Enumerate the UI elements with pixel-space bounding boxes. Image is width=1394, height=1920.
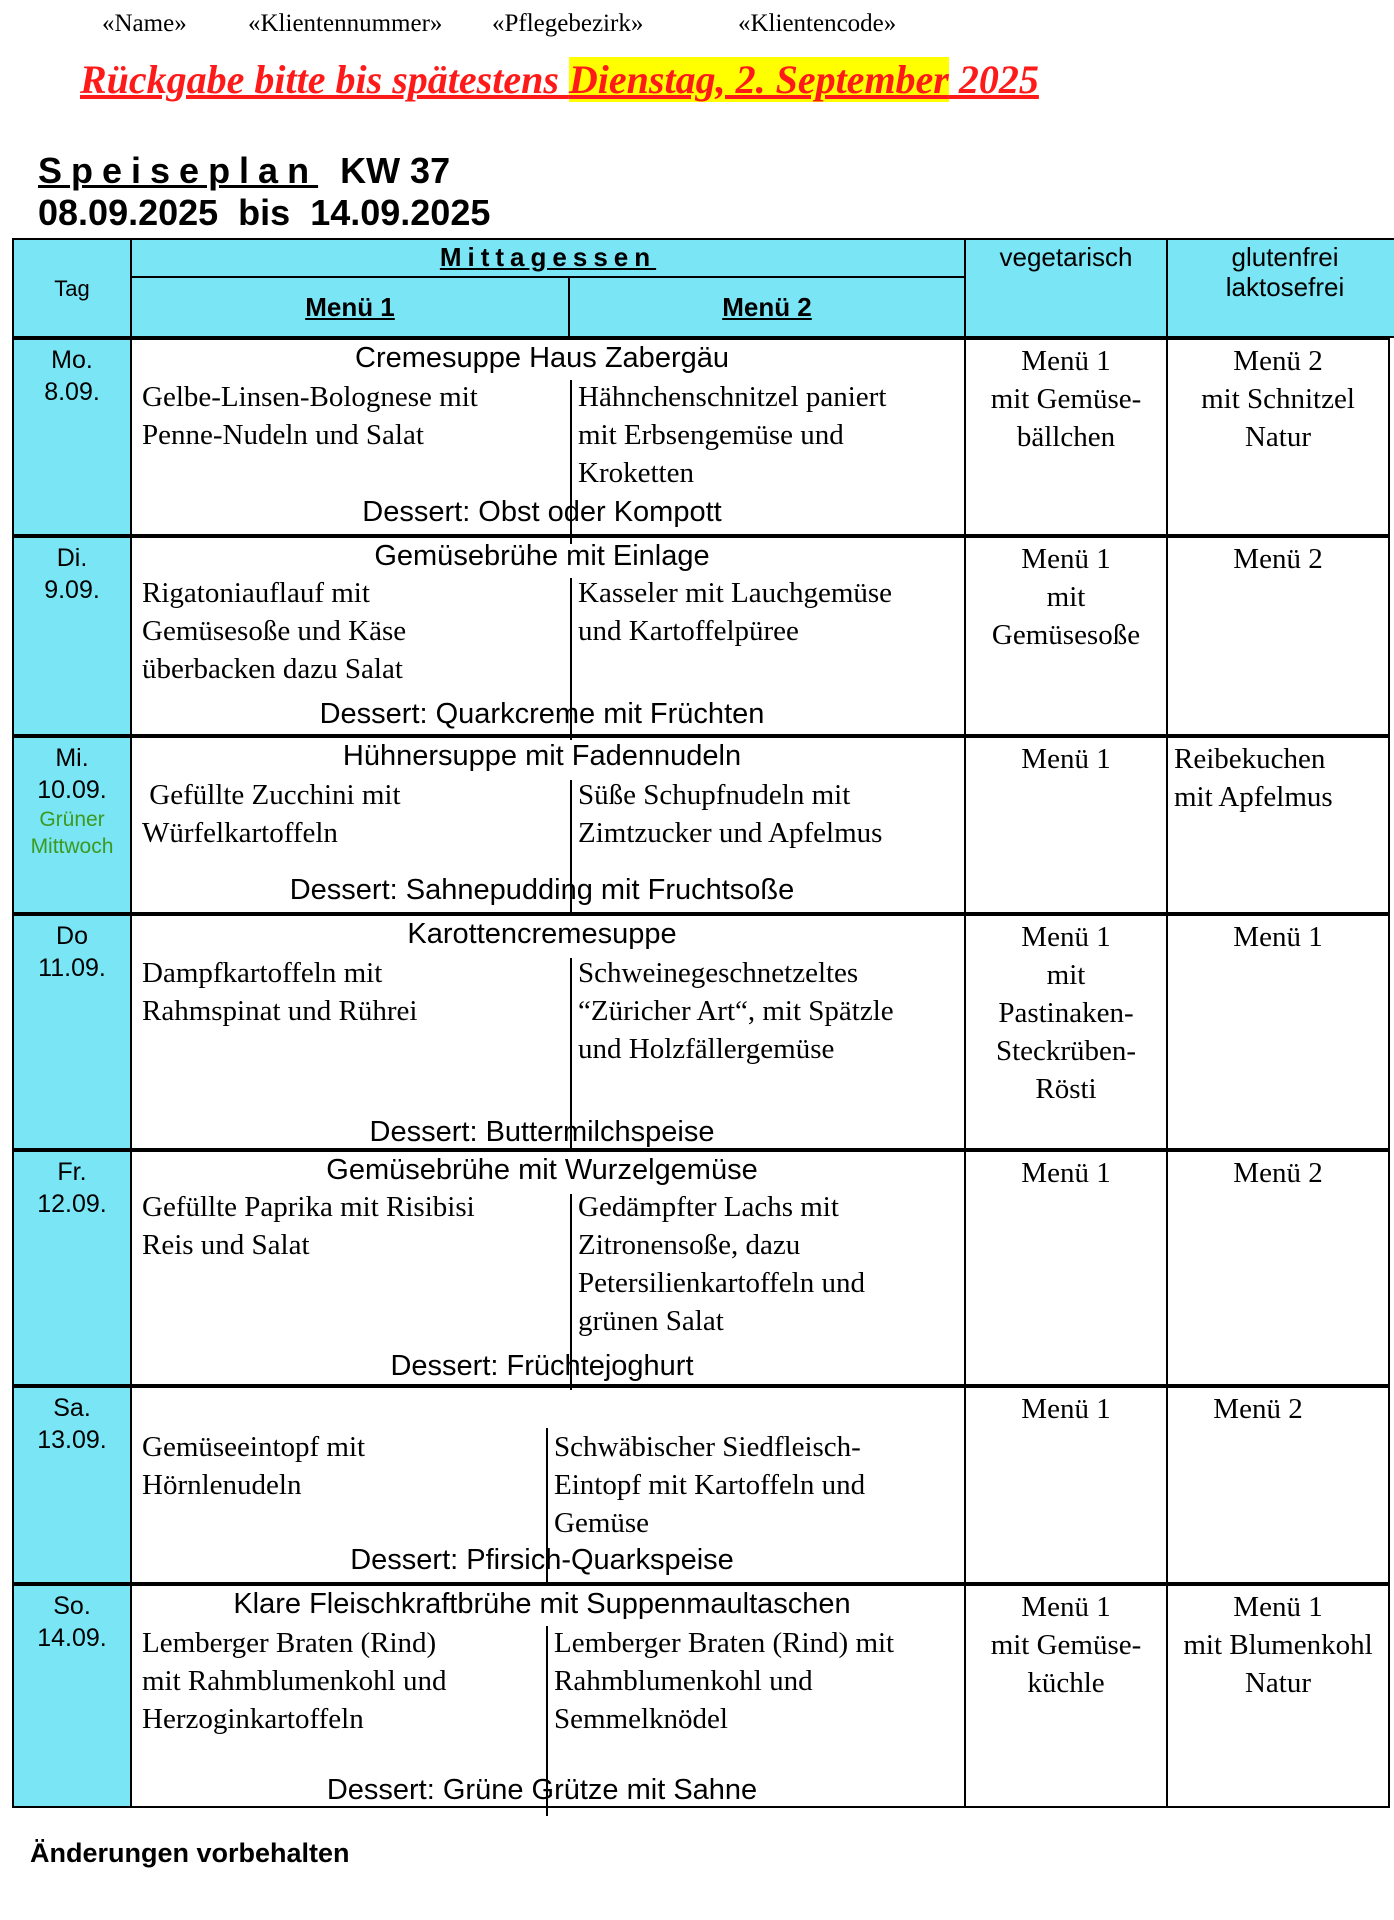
dish-line: Schwäbischer Siedfleisch- <box>554 1431 861 1463</box>
menu-table <box>12 238 1390 1808</box>
glutenfree-line: mit Blumenkohl <box>1183 1629 1373 1661</box>
glutenfree-line: Reibekuchen <box>1174 743 1326 775</box>
header-menu2: Menü 2 <box>722 292 812 322</box>
vegetarian-line: Menü 1 <box>1021 1591 1111 1623</box>
soup-text: Cremesuppe Haus Zabergäu <box>355 342 729 374</box>
day-cell <box>12 736 132 914</box>
day-date: 9.09. <box>44 576 100 604</box>
day-row <box>12 736 1390 914</box>
dish-line: Penne-Nudeln und Salat <box>142 419 424 451</box>
meal-cell <box>130 338 966 536</box>
soup-text: Gemüsebrühe mit Wurzelgemüse <box>326 1154 758 1186</box>
header-vegetarian: vegetarisch <box>999 242 1133 272</box>
dish-line: Rahmspinat und Rührei <box>142 995 418 1027</box>
glutenfree-text <box>1168 918 1388 956</box>
day-row <box>12 338 1390 536</box>
menu2-dish <box>578 574 958 650</box>
dessert-text: Dessert: Grüne Grütze mit Sahne <box>326 1774 758 1806</box>
header-menu2-cell <box>568 276 966 338</box>
dish-line: “Züricher Art“, mit Spätzle <box>578 995 894 1027</box>
day-cell <box>12 914 132 1150</box>
vegetarian-line: Menü 1 <box>1021 743 1111 775</box>
glutenfree-line: Menü 2 <box>1233 1157 1323 1189</box>
day-cell <box>12 338 132 536</box>
menu2-dish <box>578 1188 958 1340</box>
vegetarian-line: Steckrüben- <box>995 1035 1137 1067</box>
vegetarian-cell <box>964 736 1168 914</box>
dessert-text: Dessert: Buttermilchspeise <box>369 1116 715 1148</box>
day-date: 8.09. <box>44 378 100 406</box>
meal-cell <box>130 914 966 1150</box>
calendar-week: KW 37 <box>340 150 451 191</box>
day-name: So. <box>53 1592 91 1620</box>
vegetarian-line: mit <box>1046 959 1086 991</box>
dish-line: Herzoginkartoffeln <box>142 1703 364 1735</box>
vegetarian-cell <box>964 1150 1168 1386</box>
day-date: 11.09. <box>38 954 106 982</box>
vegetarian-cell <box>964 536 1168 736</box>
day-label <box>14 542 130 606</box>
day-row <box>12 1150 1390 1386</box>
day-row <box>12 536 1390 736</box>
page-title <box>38 150 450 192</box>
glutenfree-line: Menü 2 <box>1233 543 1323 575</box>
glutenfree-line: mit Schnitzel <box>1201 383 1355 415</box>
dish-line: Rigatoniauflauf mit <box>142 577 370 609</box>
vegetarian-line: mit Gemüse- <box>990 383 1142 415</box>
dish-line: Rahmblumenkohl und <box>554 1665 813 1697</box>
dish-line: Würfelkartoffeln <box>142 817 338 849</box>
glutenfree-line: Menü 1 <box>1233 921 1323 953</box>
vegetarian-line: Menü 1 <box>1021 921 1111 953</box>
dish-line: Hähnchenschnitzel paniert <box>578 381 887 413</box>
menu1-dish <box>142 1188 570 1264</box>
vegetarian-text <box>966 540 1166 654</box>
menu2-dish <box>578 954 958 1068</box>
glutenfree-text <box>1168 540 1388 578</box>
menu2-dish <box>578 378 958 492</box>
dish-line: mit Rahmblumenkohl und <box>142 1665 447 1697</box>
dessert-text: Dessert: Quarkcreme mit Früchten <box>319 698 765 730</box>
vegetarian-text <box>966 342 1166 456</box>
day-date: 14.09. <box>37 1624 107 1652</box>
dish-line: Kroketten <box>578 457 694 489</box>
green-wednesday-note: Grüner <box>39 808 105 831</box>
deadline-suffix: 2025 <box>948 57 1039 102</box>
dish-line: Gefüllte Zucchini mit <box>142 779 401 811</box>
glutenfree-text <box>1168 1154 1388 1192</box>
glutenfree-line: Natur <box>1244 1667 1312 1699</box>
soup-text: Karottencremesuppe <box>407 918 677 950</box>
day-name: Fr. <box>57 1158 87 1186</box>
day-label <box>14 344 130 408</box>
vegetarian-cell <box>964 338 1168 536</box>
vegetarian-text <box>966 1588 1166 1702</box>
dessert-text: Dessert: Pfirsich-Quarkspeise <box>350 1544 734 1576</box>
dish-line: Dampfkartoffeln mit <box>142 957 383 989</box>
header-vegetarian-cell <box>964 238 1168 338</box>
dessert-text: Dessert: Sahnepudding mit Fruchtsoße <box>289 874 795 906</box>
vegetarian-line: Menü 1 <box>1021 345 1111 377</box>
dish-line: grünen Salat <box>578 1305 724 1337</box>
glutenfree-line: Menü 2 <box>1213 1393 1303 1425</box>
header-menu1: Menü 1 <box>305 292 395 322</box>
header-glutenfree: glutenfrei <box>1231 242 1339 272</box>
day-name: Mi. <box>55 744 89 772</box>
glutenfree-cell <box>1166 1584 1390 1808</box>
glutenfree-line: Menü 2 <box>1233 345 1323 377</box>
dish-line: Gemüse <box>554 1507 650 1539</box>
menu2-dish <box>554 1428 934 1542</box>
glutenfree-cell <box>1166 338 1390 536</box>
vegetarian-line: Menü 1 <box>1021 543 1111 575</box>
header-mittagessen: Mittagessen <box>439 242 657 272</box>
day-row <box>12 914 1390 1150</box>
dish-line: Schweinegeschnetzeltes <box>578 957 859 989</box>
header-tag-cell <box>12 238 132 338</box>
day-cell <box>12 1584 132 1808</box>
vegetarian-cell <box>964 1386 1168 1584</box>
dish-line: Semmelknödel <box>554 1703 728 1735</box>
return-deadline <box>80 56 1039 103</box>
glutenfree-line: Natur <box>1244 421 1312 453</box>
glutenfree-line: mit Apfelmus <box>1174 781 1333 813</box>
dish-line: Kasseler mit Lauchgemüse <box>578 577 893 609</box>
menu1-dish <box>142 378 570 454</box>
dish-line: Gemüsesoße und Käse <box>142 615 407 647</box>
day-date: 13.09. <box>37 1426 107 1454</box>
dish-line: Zimtzucker und Apfelmus <box>578 817 883 849</box>
glutenfree-cell <box>1166 914 1390 1150</box>
vegetarian-line: Gemüsesoße <box>991 619 1141 651</box>
client-number-field: «Klientennummer» <box>248 10 443 37</box>
day-row <box>12 1386 1390 1584</box>
day-cell <box>12 1150 132 1386</box>
header-lactosefree: laktosefrei <box>1225 272 1345 302</box>
day-name: Sa. <box>53 1394 91 1422</box>
glutenfree-cell <box>1166 1150 1390 1386</box>
header-menu1-cell <box>130 276 570 338</box>
meal-cell <box>130 1150 966 1386</box>
soup-text: Hühnersuppe mit Fadennudeln <box>342 740 742 772</box>
vegetarian-text <box>966 918 1166 1108</box>
header-tag: Tag <box>54 276 90 301</box>
day-label <box>14 742 130 860</box>
dish-line: Gemüseeintopf mit <box>142 1431 366 1463</box>
vegetarian-text <box>966 1390 1166 1428</box>
meal-cell <box>130 1386 966 1584</box>
day-date: 12.09. <box>37 1190 107 1218</box>
vegetarian-cell <box>964 1584 1168 1808</box>
day-cell <box>12 1386 132 1584</box>
menu1-dish <box>142 1624 546 1738</box>
glutenfree-cell <box>1166 736 1390 914</box>
green-wednesday-note: Mittwoch <box>30 835 114 858</box>
soup-text: Klare Fleischkraftbrühe mit Suppenmaultaschen <box>233 1588 851 1620</box>
day-label <box>14 920 130 984</box>
dish-line: Hörnlenudeln <box>142 1469 302 1501</box>
client-code-field: «Klientencode» <box>738 10 897 37</box>
menu1-dish <box>142 1428 546 1504</box>
glutenfree-text <box>1168 342 1388 456</box>
day-name: Mo. <box>51 346 93 374</box>
glutenfree-cell <box>1166 1386 1390 1584</box>
glutenfree-text <box>1168 1588 1388 1702</box>
vegetarian-line: Pastinaken- <box>998 997 1134 1029</box>
meal-cell <box>130 536 966 736</box>
title-word: Speiseplan <box>38 150 319 191</box>
deadline-highlight: Dienstag, 2. September <box>568 57 949 102</box>
dessert-text: Dessert: Obst oder Kompott <box>362 496 722 528</box>
vegetarian-line: Rösti <box>1035 1073 1097 1105</box>
meal-cell <box>130 1584 966 1808</box>
menu1-dish <box>142 954 570 1030</box>
dish-line: Reis und Salat <box>142 1229 310 1261</box>
vegetarian-line: Menü 1 <box>1021 1393 1111 1425</box>
vegetarian-line: küchle <box>1027 1667 1105 1699</box>
dish-line: und Kartoffelpüree <box>578 615 799 647</box>
menu2-dish <box>578 776 958 852</box>
dish-line: Zitronensoße, dazu <box>578 1229 801 1261</box>
glutenfree-text <box>1174 740 1388 816</box>
glutenfree-cell <box>1166 536 1390 736</box>
day-label <box>14 1392 130 1456</box>
dish-line: Lemberger Braten (Rind) <box>142 1627 437 1659</box>
dish-line: Petersilienkartoffeln und <box>578 1267 865 1299</box>
dish-line: Gefüllte Paprika mit Risibisi <box>142 1191 475 1223</box>
dish-line: Gedämpfter Lachs mit <box>578 1191 839 1223</box>
menu1-dish <box>142 776 570 852</box>
day-row <box>12 1584 1390 1808</box>
menu2-dish <box>554 1624 934 1738</box>
dish-line: Gelbe-Linsen-Bolognese mit <box>142 381 478 413</box>
footer-note: Änderungen vorbehalten <box>30 1838 350 1868</box>
glutenfree-text <box>1168 1390 1348 1428</box>
dessert-text: Dessert: Früchtejoghurt <box>390 1350 694 1382</box>
day-label <box>14 1156 130 1220</box>
day-name: Di. <box>56 544 88 572</box>
vegetarian-line: Menü 1 <box>1021 1157 1111 1189</box>
care-district-field: «Pflegebezirk» <box>492 10 644 37</box>
day-cell <box>12 536 132 736</box>
dish-line: Eintopf mit Kartoffeln und <box>554 1469 866 1501</box>
day-date: 10.09. <box>37 776 107 804</box>
dish-line: Süße Schupfnudeln mit <box>578 779 851 811</box>
header-mittagessen-cell <box>130 238 966 278</box>
vegetarian-line: mit Gemüse- <box>990 1629 1142 1661</box>
vegetarian-line: mit <box>1046 581 1086 613</box>
soup-text: Gemüsebrühe mit Einlage <box>374 540 710 572</box>
glutenfree-line: Menü 1 <box>1233 1591 1323 1623</box>
day-name: Do <box>56 922 88 950</box>
day-label <box>14 1590 130 1654</box>
dish-line: Lemberger Braten (Rind) mit <box>554 1627 895 1659</box>
vegetarian-text <box>966 740 1166 778</box>
dish-line: überbacken dazu Salat <box>142 653 403 685</box>
dish-line: mit Erbsengemüse und <box>578 419 844 451</box>
vegetarian-text <box>966 1154 1166 1192</box>
menu1-dish <box>142 574 570 688</box>
date-range: 08.09.2025 bis 14.09.2025 <box>38 192 491 233</box>
meal-cell <box>130 736 966 914</box>
vegetarian-cell <box>964 914 1168 1150</box>
deadline-prefix: Rückgabe bitte bis spätestens <box>80 57 569 102</box>
dish-line: und Holzfällergemüse <box>578 1033 835 1065</box>
vegetarian-line: bällchen <box>1016 421 1116 453</box>
name-field: «Name» <box>102 10 187 37</box>
header-free-cell <box>1166 238 1394 338</box>
